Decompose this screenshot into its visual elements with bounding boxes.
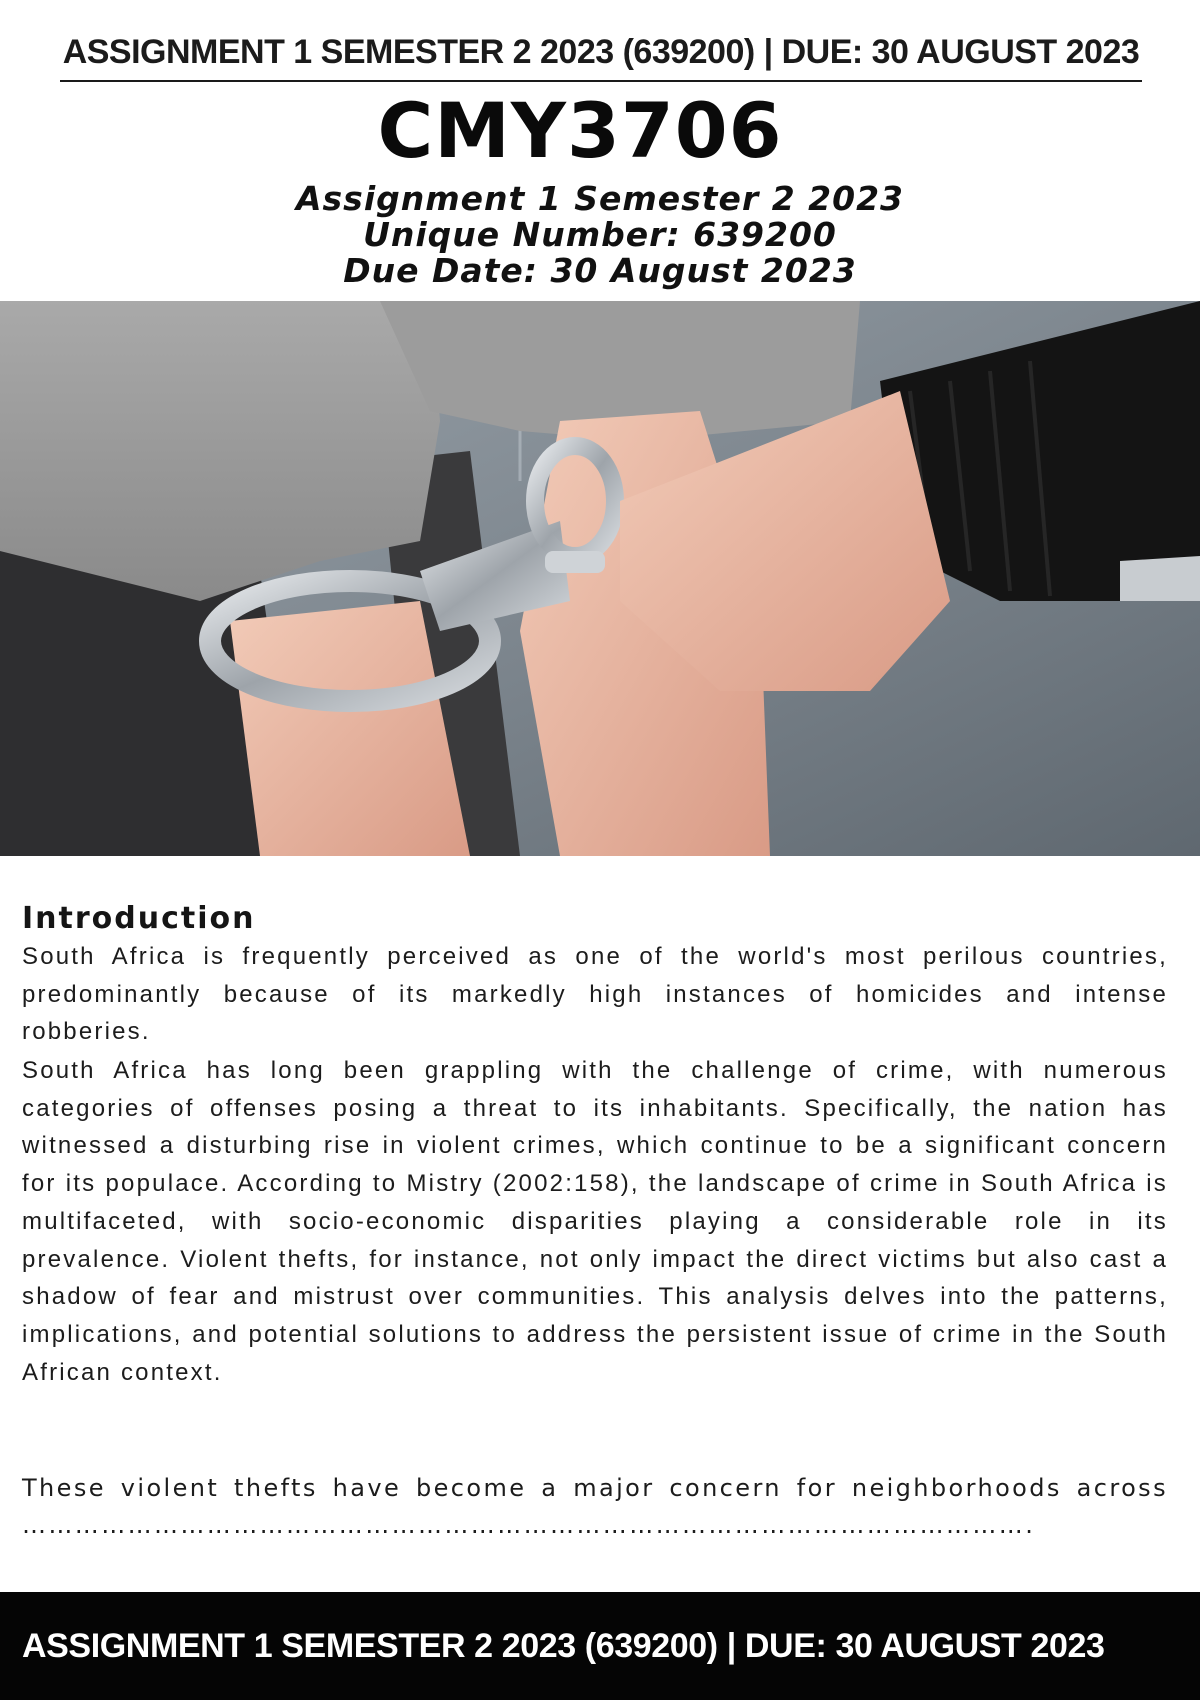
subtitle-line-due-date: Due Date: 30 August 2023: [343, 251, 857, 290]
subtitle-line-assignment: Assignment 1 Semester 2 2023: [296, 179, 904, 218]
footer-banner-text: ASSIGNMENT 1 SEMESTER 2 2023 (639200) | DUE: 30 AUGUST 2023: [22, 1627, 1105, 1665]
top-banner: ASSIGNMENT 1 SEMESTER 2 2023 (639200) | DUE: 30 AUGUST 2023: [60, 28, 1142, 82]
intro-paragraph-1: South Africa is frequently perceived as one of the world's most perilous countries, predominantly because of its markedly high instances of homicides and intense robberies.: [22, 943, 1168, 1046]
handcuffs-photo: [0, 301, 1200, 856]
handcuffs-illustration: [0, 301, 1200, 856]
subtitle-line-unique-number: Unique Number: 639200: [363, 215, 837, 254]
assignment-subtitle: [0, 181, 1200, 289]
introduction-heading: Introduction: [22, 901, 256, 936]
course-code-title: CMY3706: [377, 86, 783, 175]
intro-paragraph-3-preview: These violent thefts have become a major concern for neighborhoods across …………………………………………………………………………………………………….: [22, 1474, 1168, 1539]
footer-banner: [0, 1592, 1200, 1700]
intro-paragraph-2: South Africa has long been grappling with the challenge of crime, with numerous categories of offenses posing a threat to its inhabitants. Specifically, the nation has witnessed a disturbing rise in violent crimes, which continue to be a significant concern for its populace. According to Mistry (2002:158), the landscape of crime in South Africa is multifaceted, with socio-economic disparities playing a considerable role in its prevalence. Violent thefts, for instance, not only impact the direct victims but also cast a shadow of fear and mistrust over communities. This analysis delves into the patterns, implications, and potential solutions to address the persistent issue of crime in the South African context.: [22, 1057, 1168, 1386]
